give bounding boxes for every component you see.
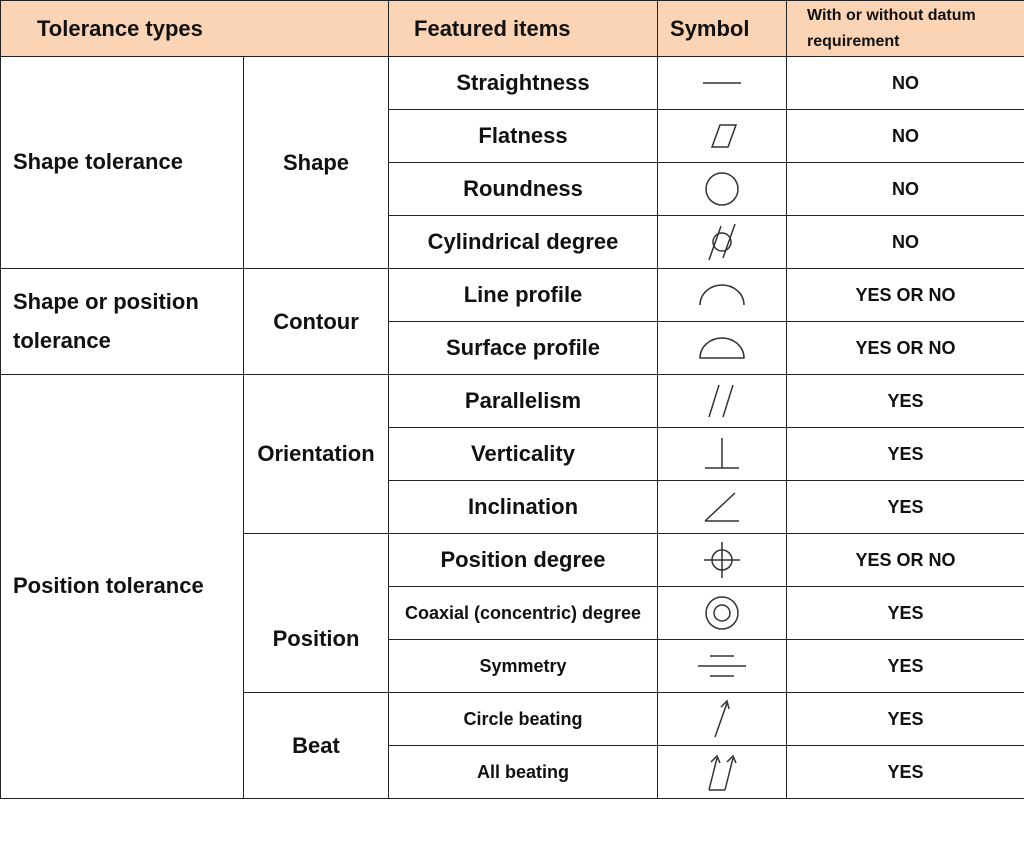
header-row [1, 1, 1024, 57]
feature-cell: All beating [389, 746, 658, 799]
roundness-icon [697, 169, 747, 209]
table-row [1, 375, 1024, 428]
datum-cell: YES [787, 428, 1024, 481]
subgroup-orientation: Orientation [244, 375, 389, 534]
table-row [1, 57, 1024, 110]
symmetry-icon [694, 648, 750, 684]
subgroup-beat: Beat [244, 693, 389, 799]
datum-cell: NO [787, 216, 1024, 269]
surface-profile-icon [694, 330, 750, 366]
header-featured-items: Featured items [389, 1, 658, 57]
subgroup-shape: Shape [244, 57, 389, 269]
feature-cell: Roundness [389, 163, 658, 216]
datum-cell: YES OR NO [787, 269, 1024, 322]
position-icon [697, 538, 747, 582]
datum-cell: YES [787, 481, 1024, 534]
feature-cell: Symmetry [389, 640, 658, 693]
cylindricity-icon [697, 220, 747, 264]
perpendicularity-icon [697, 434, 747, 474]
header-datum: With or without datum requirement [787, 1, 1024, 57]
feature-cell: Verticality [389, 428, 658, 481]
angularity-icon [697, 487, 747, 527]
feature-cell: Inclination [389, 481, 658, 534]
line-profile-icon [694, 277, 750, 313]
feature-cell: Parallelism [389, 375, 658, 428]
header-tolerance-types: Tolerance types [1, 1, 389, 57]
feature-cell: Coaxial (concentric) degree [389, 587, 658, 640]
feature-cell: Position degree [389, 534, 658, 587]
flatness-icon [697, 118, 747, 154]
subgroup-position: Position [244, 534, 389, 693]
table-row [1, 269, 1024, 322]
datum-cell: YES OR NO [787, 322, 1024, 375]
datum-cell: NO [787, 110, 1024, 163]
datum-cell: YES [787, 375, 1024, 428]
parallelism-icon [697, 381, 747, 421]
datum-cell: NO [787, 57, 1024, 110]
feature-cell: Circle beating [389, 693, 658, 746]
feature-cell: Cylindrical degree [389, 216, 658, 269]
group-shape-tolerance: Shape tolerance [1, 57, 244, 269]
feature-cell: Line profile [389, 269, 658, 322]
datum-cell: YES [787, 640, 1024, 693]
feature-cell: Flatness [389, 110, 658, 163]
subgroup-contour: Contour [244, 269, 389, 375]
total-runout-icon [697, 750, 747, 794]
datum-cell: YES [787, 746, 1024, 799]
datum-cell: YES [787, 587, 1024, 640]
group-shape-or-position: Shape or position tolerance [1, 269, 244, 375]
feature-cell: Surface profile [389, 322, 658, 375]
header-symbol: Symbol [658, 1, 787, 57]
circular-runout-icon [697, 697, 747, 741]
concentricity-icon [697, 591, 747, 635]
datum-cell: NO [787, 163, 1024, 216]
feature-cell: Straightness [389, 57, 658, 110]
datum-cell: YES OR NO [787, 534, 1024, 587]
datum-cell: YES [787, 693, 1024, 746]
group-position-tolerance: Position tolerance [1, 375, 244, 799]
straightness-icon [697, 65, 747, 101]
